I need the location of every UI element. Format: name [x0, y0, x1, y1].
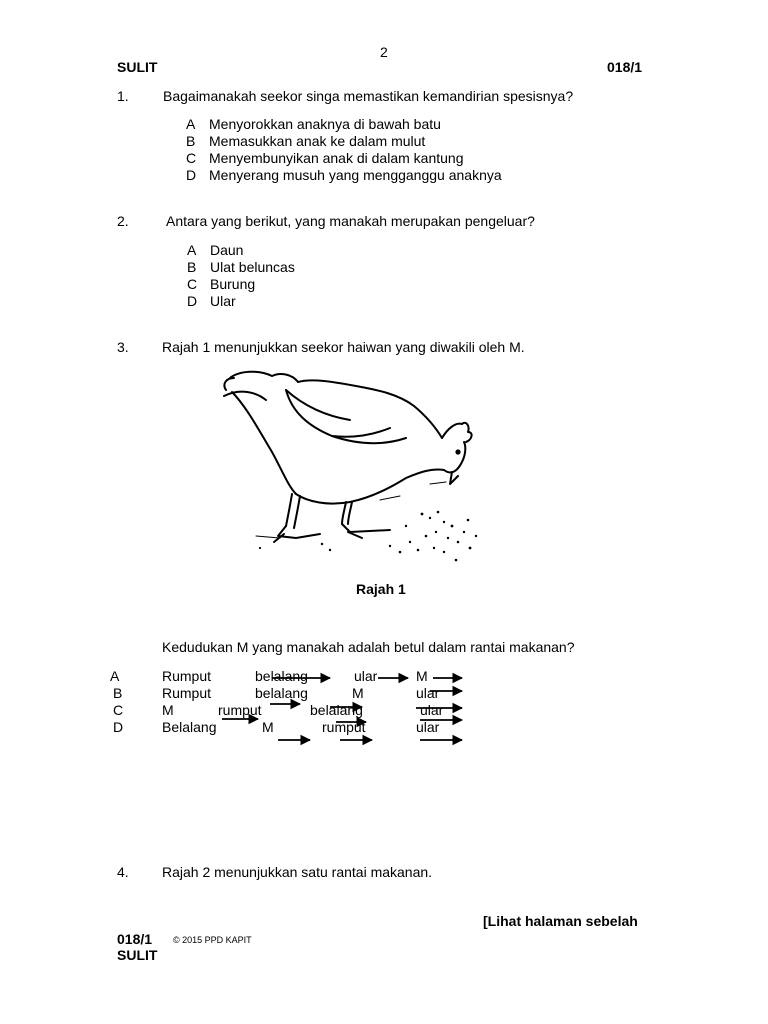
q2-option-a-text: Daun — [210, 242, 244, 258]
q2-option-d-letter: D — [187, 293, 198, 309]
q1-option-d-text: Menyerang musuh yang mengganggu anaknya — [209, 167, 502, 183]
q3-option-d-item-1: Belalang — [162, 719, 217, 735]
q3-option-c-item-3: belalang — [310, 702, 363, 718]
q2-option-b-text: Ulat beluncas — [210, 259, 295, 275]
header-sulit: SULIT — [117, 59, 158, 75]
q3-option-a-item-1: Rumput — [162, 668, 212, 684]
q3-option-c-letter: C — [113, 702, 124, 718]
q3-question: Kedudukan M yang manakah adalah betul dalam rantai makanan? — [162, 639, 575, 655]
q3-option-b-item-3: M — [352, 685, 364, 701]
q1-option-c-text: Menyembunyikan anak di dalam kantung — [209, 150, 464, 166]
q3-option-a-item-2: belalang — [255, 668, 308, 684]
footer-copyright: © 2015 PPD KAPIT — [173, 935, 252, 945]
figure-caption: Rajah 1 — [356, 581, 406, 597]
footer-sulit: SULIT — [117, 947, 158, 963]
q1-option-a-text: Menyorokkan anaknya di bawah batu — [209, 116, 441, 132]
q3-option-d-item-4: ular — [416, 719, 440, 735]
q1-option-d-letter: D — [186, 167, 197, 183]
q1-option-b-letter: B — [186, 133, 196, 149]
q2-option-c-letter: C — [187, 276, 198, 292]
q3-option-d-item-2: M — [262, 719, 274, 735]
q1-option-b-text: Memasukkan anak ke dalam mulut — [209, 133, 426, 149]
q3-option-c-item-4: ular — [420, 702, 444, 718]
q2-number: 2. — [117, 213, 129, 229]
q3-text: Rajah 1 menunjukkan seekor haiwan yang diwakili oleh M. — [162, 339, 525, 355]
next-page-note: [Lihat halaman sebelah — [483, 913, 638, 929]
q1-option-a-letter: A — [186, 116, 196, 132]
q1-option-c-letter: C — [186, 150, 197, 166]
q2-option-d-text: Ular — [210, 293, 236, 309]
q2-option-c-text: Burung — [210, 276, 256, 292]
q3-option-a-item-3: ular — [354, 668, 378, 684]
q3-option-a-letter: A — [110, 668, 120, 684]
q3-option-b-item-1: Rumput — [162, 685, 212, 701]
q2-option-a-letter: A — [187, 242, 197, 258]
q3-option-b-letter: B — [113, 685, 123, 701]
q2-option-b-letter: B — [187, 259, 197, 275]
header-code: 018/1 — [607, 59, 643, 75]
q3-option-d-item-3: rumput — [322, 719, 366, 735]
q3-option-d-letter: D — [113, 719, 124, 735]
q1-number: 1. — [117, 88, 129, 104]
footer-code: 018/1 — [117, 931, 153, 947]
q4-number: 4. — [117, 864, 129, 880]
q2-text: Antara yang berikut, yang manakah merupakan pengeluar? — [166, 213, 535, 229]
q4-text: Rajah 2 menunjukkan satu rantai makanan. — [162, 864, 433, 880]
q3-option-c-item-2: rumput — [218, 702, 262, 718]
q3-option-a-item-4: M — [416, 668, 428, 684]
page-number: 2 — [380, 44, 388, 60]
q3-option-b-item-2: belalang — [255, 685, 308, 701]
q3-option-b-item-4: ular — [416, 685, 440, 701]
q3-number: 3. — [117, 339, 129, 355]
q1-text: Bagaimanakah seekor singa memastikan kemandirian spesisnya? — [163, 88, 574, 104]
q3-option-c-item-1: M — [162, 702, 174, 718]
